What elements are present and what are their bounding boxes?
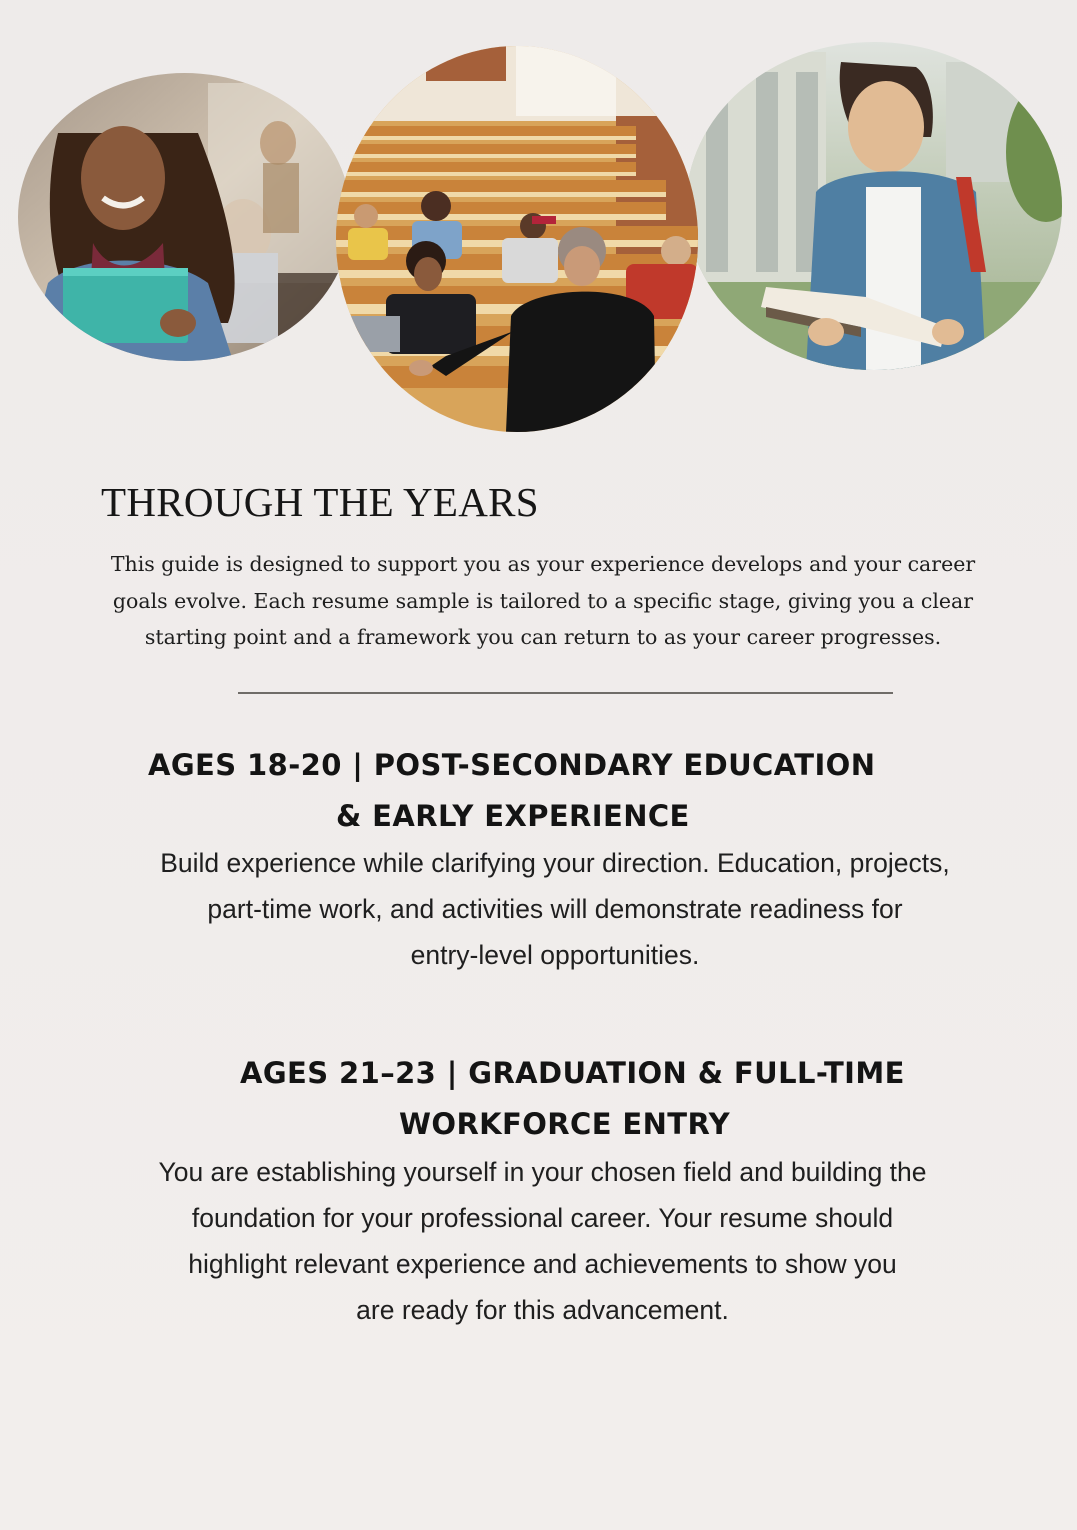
intro-paragraph [90, 546, 996, 656]
stage-description-line: are ready for this advancement. [356, 1295, 729, 1325]
student-with-folder-photo [18, 73, 351, 361]
stage-description-line: highlight relevant experience and achievements to show you [188, 1249, 897, 1279]
student-reading-book-photo [686, 42, 1062, 370]
stage-description-line: foundation for your professional career. Your resume should [191, 1203, 894, 1233]
stage-description-line: entry-level opportunities. [410, 940, 700, 970]
intro-line: starting point and a framework you can return to as your career progresses. [144, 625, 942, 649]
lecture-hall-photo [336, 46, 698, 432]
stage-description-line: part-time work, and activities will demonstrate readiness for [207, 894, 903, 924]
stage-description-line: You are establishing yourself in your chosen field and building the [158, 1157, 927, 1187]
stage-heading: WORKFORCE ENTRY [399, 1107, 731, 1141]
stage-heading: AGES 18-20 | POST-SECONDARY EDUCATION [148, 748, 876, 782]
intro-line: This guide is designed to support you as your experience develops and your career [110, 552, 976, 576]
intro-line: goals evolve. Each resume sample is tailored to a specific stage, giving you a clear [112, 588, 974, 613]
stage-description [130, 1157, 955, 1347]
stage-description-line: Build experience while clarifying your direction. Education, projects, [160, 848, 950, 878]
stage-description [140, 848, 970, 988]
page-title: THROUGH THE YEARS [101, 479, 539, 525]
stage-heading: AGES 21–23 | GRADUATION & FULL-TIME [240, 1056, 905, 1090]
divider [238, 692, 893, 694]
stage-heading: & EARLY EXPERIENCE [336, 799, 690, 833]
